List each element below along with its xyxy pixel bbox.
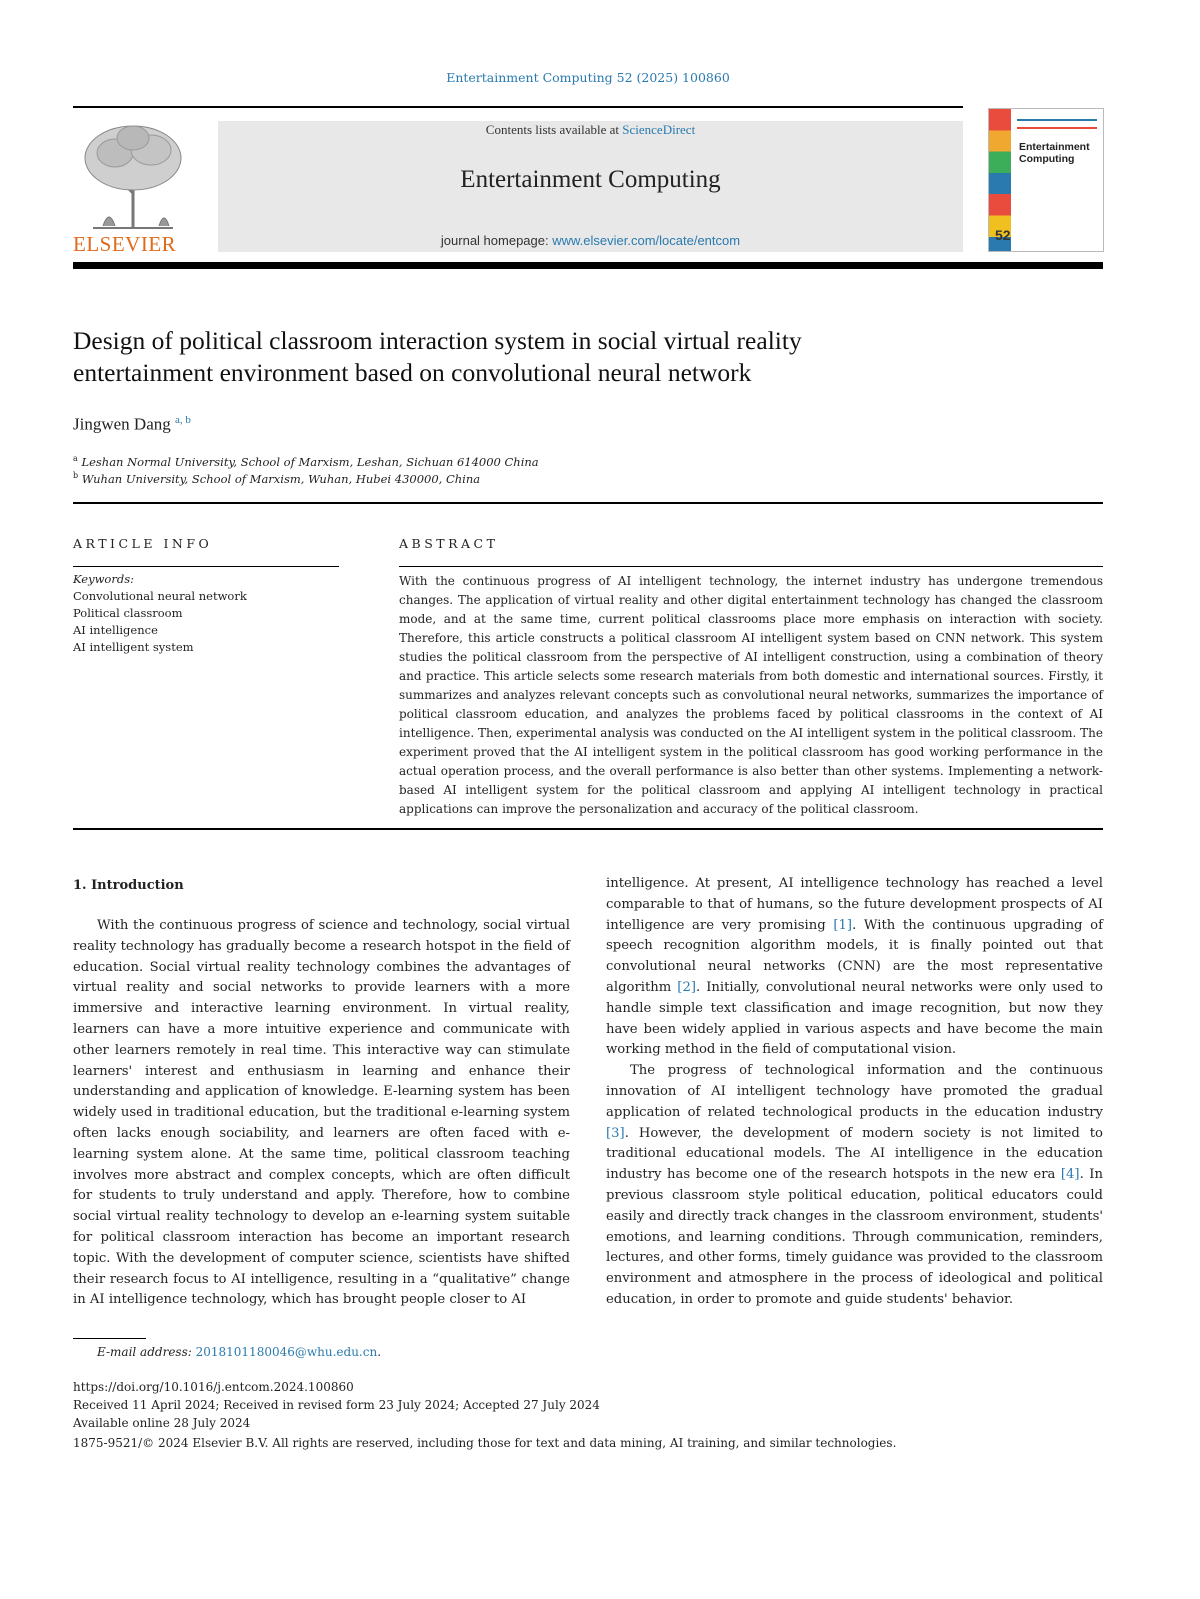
cover-top-line <box>1017 119 1097 121</box>
affiliation-a <box>73 454 539 469</box>
keyword-item: AI intelligence <box>73 623 158 637</box>
contents-line <box>218 122 963 138</box>
copyright-line: 1875-9521/© 2024 Elsevier B.V. All rights are reserved, including those for text and data mining, AI training, and similar technologies. <box>73 1436 897 1450</box>
author <box>73 414 191 435</box>
email-footnote <box>73 1345 381 1359</box>
title-rule <box>73 502 1103 504</box>
abstract-heading: ABSTRACT <box>399 536 499 551</box>
p3-text-c: . In previous classroom style political education, political educators could easily and directly track changes in the classroom environment, students' emotions, and learning conditions. Through communication, reminders, lectures, and other forms, timely guidance was provided to the classroom environment and atmosphere in the process of ideological and political education, in order to promote and guide students' behavior. <box>606 1167 1103 1307</box>
homepage-prefix: journal homepage: <box>440 233 553 248</box>
intro-paragraph-2 <box>606 874 1103 1061</box>
citation-2[interactable]: [2] <box>677 979 696 995</box>
intro-paragraph-3 <box>606 1061 1103 1311</box>
header-thick-rule <box>73 262 1103 269</box>
affil-mark-a: a <box>73 454 78 463</box>
article-info-heading: ARTICLE INFO <box>73 536 213 551</box>
abstract-text: With the continuous progress of AI intelligent technology, the internet industry has undergone tremendous changes. The application of virtual reality and other digital entertainment technology has changed the classroom mode, and at the same time, current political classrooms place more emphasis on interaction with society. Therefore, this article constructs a political classroom AI intelligent system based on CNN network. This system studies the political classroom from the perspective of AI intelligent construction, using a combination of theory and practice. This article selects some research materials from both domestic and international sources. Firstly, it summarizes and analyzes relevant concepts such as convolutional neural networks, summarizes the importance of political classroom education, and analyzes the problems faced by political classrooms in the context of AI intelligence. Then, experimental analysis was conducted on the AI intelligent system in the political classroom. The experiment proved that the AI intelligent system in the political classroom has good working performance in the actual operation process, and the overall performance is also better than other systems. Implementing a network-based AI intelligent system for the political classroom and applying AI intelligent technology in practical applications can improve the personalization and accuracy of the political classroom. <box>399 574 1103 816</box>
email-link[interactable]: 2018101180046@whu.edu.cn <box>195 1345 378 1359</box>
elsevier-wordmark: ELSEVIER <box>73 232 177 256</box>
info-rule <box>73 566 339 567</box>
email-label: E-mail address: <box>97 1345 192 1359</box>
affiliation-b <box>73 471 480 486</box>
contents-prefix: Contents lists available at <box>485 122 623 137</box>
cover-title: Entertainment Computing <box>1019 141 1090 165</box>
author-affil-marks[interactable]: a, b <box>174 414 191 426</box>
section-heading-introduction: 1. Introduction <box>73 878 184 893</box>
body-left-column <box>73 916 570 1311</box>
journal-cover-thumbnail[interactable] <box>988 108 1104 252</box>
homepage-link[interactable]: www.elsevier.com/locate/entcom <box>552 233 741 248</box>
citation-3[interactable]: [3] <box>606 1125 625 1141</box>
cover-volume: 52 <box>995 227 1011 243</box>
abstract-bottom-rule <box>73 828 1103 830</box>
body-right-column <box>606 874 1103 1311</box>
cover-top-line-2 <box>1017 127 1097 129</box>
title-line-1: Design of political classroom interaction system in social virtual reality <box>73 326 802 355</box>
p2-text-b: . With the continuous upgrading of speech recognition algorithm models, it is finally pointed out that convolutional neural networks (CNN) are the most representative algorithm <box>606 917 1103 995</box>
available-online: Available online 28 July 2024 <box>73 1416 251 1430</box>
p2-text-a: intelligence. At present, AI intelligence technology has reached a level comparable to that of humans, so the future development prospects of AI intelligence are very promising <box>606 876 1103 933</box>
abstract-rule <box>399 566 1103 567</box>
keyword-item: Political classroom <box>73 606 183 620</box>
keywords-label: Keywords: <box>73 572 134 586</box>
citation-1[interactable]: [1] <box>833 917 853 933</box>
homepage-line <box>218 233 963 248</box>
keyword-item: Convolutional neural network <box>73 589 247 603</box>
p3-text-a: The progress of technological information and the continuous innovation of AI intelligent technology have promoted the gradual application of related technological products in the education industry <box>606 1063 1103 1120</box>
affil-mark-b: b <box>73 471 79 480</box>
footnote-rule <box>73 1338 146 1339</box>
citation-4[interactable]: [4] <box>1060 1167 1080 1183</box>
header-rule <box>73 106 963 108</box>
sciencedirect-link[interactable]: ScienceDirect <box>622 122 696 137</box>
journal-reference-link[interactable]: Entertainment Computing 52 (2025) 100860 <box>446 70 730 85</box>
intro-paragraph-1: With the continuous progress of science and technology, social virtual reality technology has gradually become a research hotspot in the field of education. Social virtual reality technology combines the advantages of virtual reality and social networks to provide learners with a more immersive and interactive learning environment. In virtual reality, learners can have a more intuitive experience and communicate with other learners remotely in real time. This interactive way can stimulate learners' interest and enthusiasm in learning and enhance their understanding and application of knowledge. E-learning system has been widely used in traditional education, but the traditional e-learning system often lacks enough sociability, and learners are often faced with e-learning system alone. At the same time, political classroom teaching involves more abstract and complex concepts, which are often difficult for students to truly understand and apply. Therefore, how to combine social virtual reality technology to develop an e-learning system suitable for political classroom interaction has become an important research topic. With the development of computer science, scientists have shifted their research focus to AI intelligence, resulting in a “qualitative” change in AI intelligence technology, which has brought people closer to AI <box>73 918 570 1308</box>
doi-link[interactable]: https://doi.org/10.1016/j.entcom.2024.100860 <box>73 1380 354 1394</box>
article-title <box>73 325 973 389</box>
journal-name: Entertainment Computing <box>460 166 721 193</box>
title-line-2: entertainment environment based on convolutional neural network <box>73 358 752 387</box>
email-suffix: . <box>377 1345 382 1359</box>
received-dates: Received 11 April 2024; Received in revised form 23 July 2024; Accepted 27 July 2024 <box>73 1398 600 1412</box>
p2-text-c: . Initially, convolutional neural networks were only used to handle simple text classification and image recognition, but now they have been widely applied in various aspects and have become the main working method in the field of computational vision. <box>606 979 1103 1058</box>
p3-text-b: . However, the development of modern society is not limited to traditional educational models. The AI intelligence in the education industry has become one of the research hotspots in the new era <box>606 1125 1103 1183</box>
author-name[interactable]: Jingwen Dang <box>73 414 171 434</box>
affil-text-b: Wuhan University, School of Marxism, Wuhan, Hubei 430000, China <box>81 471 481 486</box>
affil-text-a: Leshan Normal University, School of Marxism, Leshan, Sichuan 614000 China <box>81 454 539 469</box>
keyword-item: AI intelligent system <box>73 640 194 654</box>
